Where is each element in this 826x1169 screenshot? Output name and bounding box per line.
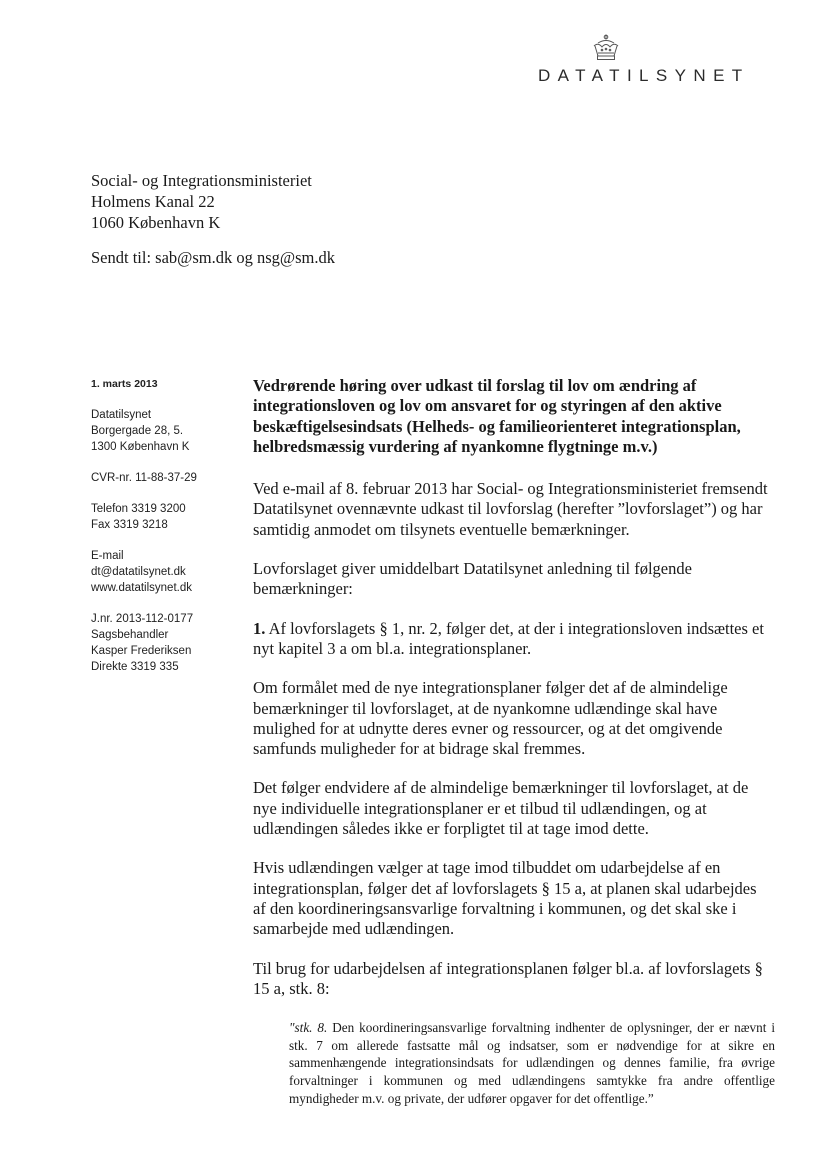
direct-phone: Direkte 3319 335 bbox=[91, 661, 179, 673]
handler-label: Sagsbehandler bbox=[91, 629, 169, 641]
paragraph bbox=[253, 619, 773, 660]
fax-number: Fax 3319 3218 bbox=[91, 519, 168, 531]
website: www.datatilsynet.dk bbox=[91, 582, 192, 594]
law-quote bbox=[289, 1019, 775, 1107]
sender-city: 1300 København K bbox=[91, 441, 190, 453]
sender-name: Datatilsynet bbox=[91, 409, 152, 421]
sent-to-line: Sendt til: sab@sm.dk og nsg@sm.dk bbox=[91, 248, 335, 267]
handler-name: Kasper Frederiksen bbox=[91, 645, 192, 657]
paragraph-text: Af lovforslagets § 1, nr. 2, følger det, at der i integrationsloven indsættes et nyt kapitel 3 a om bl.a. integrationsplaner. bbox=[253, 618, 764, 658]
quote-text: Den koordineringsansvarlige forvaltning indhenter de oplysninger, der er nævnt i stk. 7 om allerede fastsatte mål og indsatser, som er nødvendige for at sikre en sammenhængende integrationsindsats for udlændingen og dennes familie, fra øvrige forvaltninger i kommunen og med udlændingens samtykke fra andre offentlige myndigheder m.v. og private, der udfører opgaver for det offentlige.” bbox=[289, 1020, 776, 1106]
paragraph: Om formålet med de nye integrationsplaner følger det af de almindelige bemærkninger til lovforslaget, at de nyankomne udlændinge skal have mulighed for at udnytte deres evner og ressourcer, og at det omgivende samfunds muligheder for at bidrage skal fremmes. bbox=[253, 678, 728, 759]
recipient-line: 1060 København K bbox=[91, 213, 221, 232]
crown-logo-icon bbox=[589, 34, 623, 64]
recipient-line: Holmens Kanal 22 bbox=[91, 192, 215, 211]
sender-info-sidebar bbox=[91, 376, 241, 675]
email-label: E-mail bbox=[91, 550, 124, 562]
phone-block bbox=[91, 501, 241, 533]
paragraph-number: 1. bbox=[253, 618, 266, 638]
paragraph: Til brug for udarbejdelsen af integrationsplanen følger bl.a. af lovforslagets § 15 a, stk. 8: bbox=[253, 958, 763, 998]
quote-lead: "stk. 8. bbox=[289, 1020, 328, 1036]
paragraph: Det følger endvidere af de almindelige bemærkninger til lovforslaget, at de nye individuelle integrationsplaner er et tilbud til udlændingen, og at udlændingen således ikke er forpligtet til at tage imod dette. bbox=[253, 778, 749, 839]
recipient-line: Social- og Integrationsministeriet bbox=[91, 171, 312, 190]
logo-wordmark: DATATILSYNET bbox=[538, 66, 750, 85]
email-address: dt@datatilsynet.dk bbox=[91, 566, 186, 578]
paragraph: Hvis udlændingen vælger at tage imod tilbuddet om udarbejdelse af en integrationsplan, følger det af lovforslagets § 15 a, at planen skal udarbejdes af den koordineringsansvarlige forvaltning i kommunen, og det skal ske i samarbejde med udlændingen. bbox=[253, 858, 757, 939]
letter-date: 1. marts 2013 bbox=[91, 378, 158, 390]
letter-subject: Vedrørende høring over udkast til forslag til lov om ændring af integrationsloven og lov om ansvaret for og styringen af den aktive beskæftigelsesindsats (Helheds- og familieorienteret integrationsplan, helbredsmæssig vurdering af nyankomne flygtninge m.v.) bbox=[253, 376, 741, 456]
phone-number: Telefon 3319 3200 bbox=[91, 503, 186, 515]
letter-body bbox=[253, 376, 776, 1107]
case-block bbox=[91, 611, 241, 675]
sender-street: Borgergade 28, 5. bbox=[91, 425, 184, 437]
paragraph: Ved e-mail af 8. februar 2013 har Social- og Integrationsministeriet fremsendt Datatilsynet ovennævnte udkast til lovforslag (herefter ”lovforslaget”) og har samtidig anmodet om tilsynets eventuelle bemærkninger. bbox=[253, 479, 768, 539]
journal-number: J.nr. 2013-112-0177 bbox=[91, 613, 194, 625]
contact-block bbox=[91, 548, 241, 596]
recipient-address bbox=[91, 170, 312, 233]
paragraph: Lovforslaget giver umiddelbart Datatilsynet anledning til følgende bemærkninger: bbox=[253, 559, 692, 599]
sender-address bbox=[91, 407, 241, 455]
cvr-number: CVR-nr. 11-88-37-29 bbox=[91, 472, 197, 484]
